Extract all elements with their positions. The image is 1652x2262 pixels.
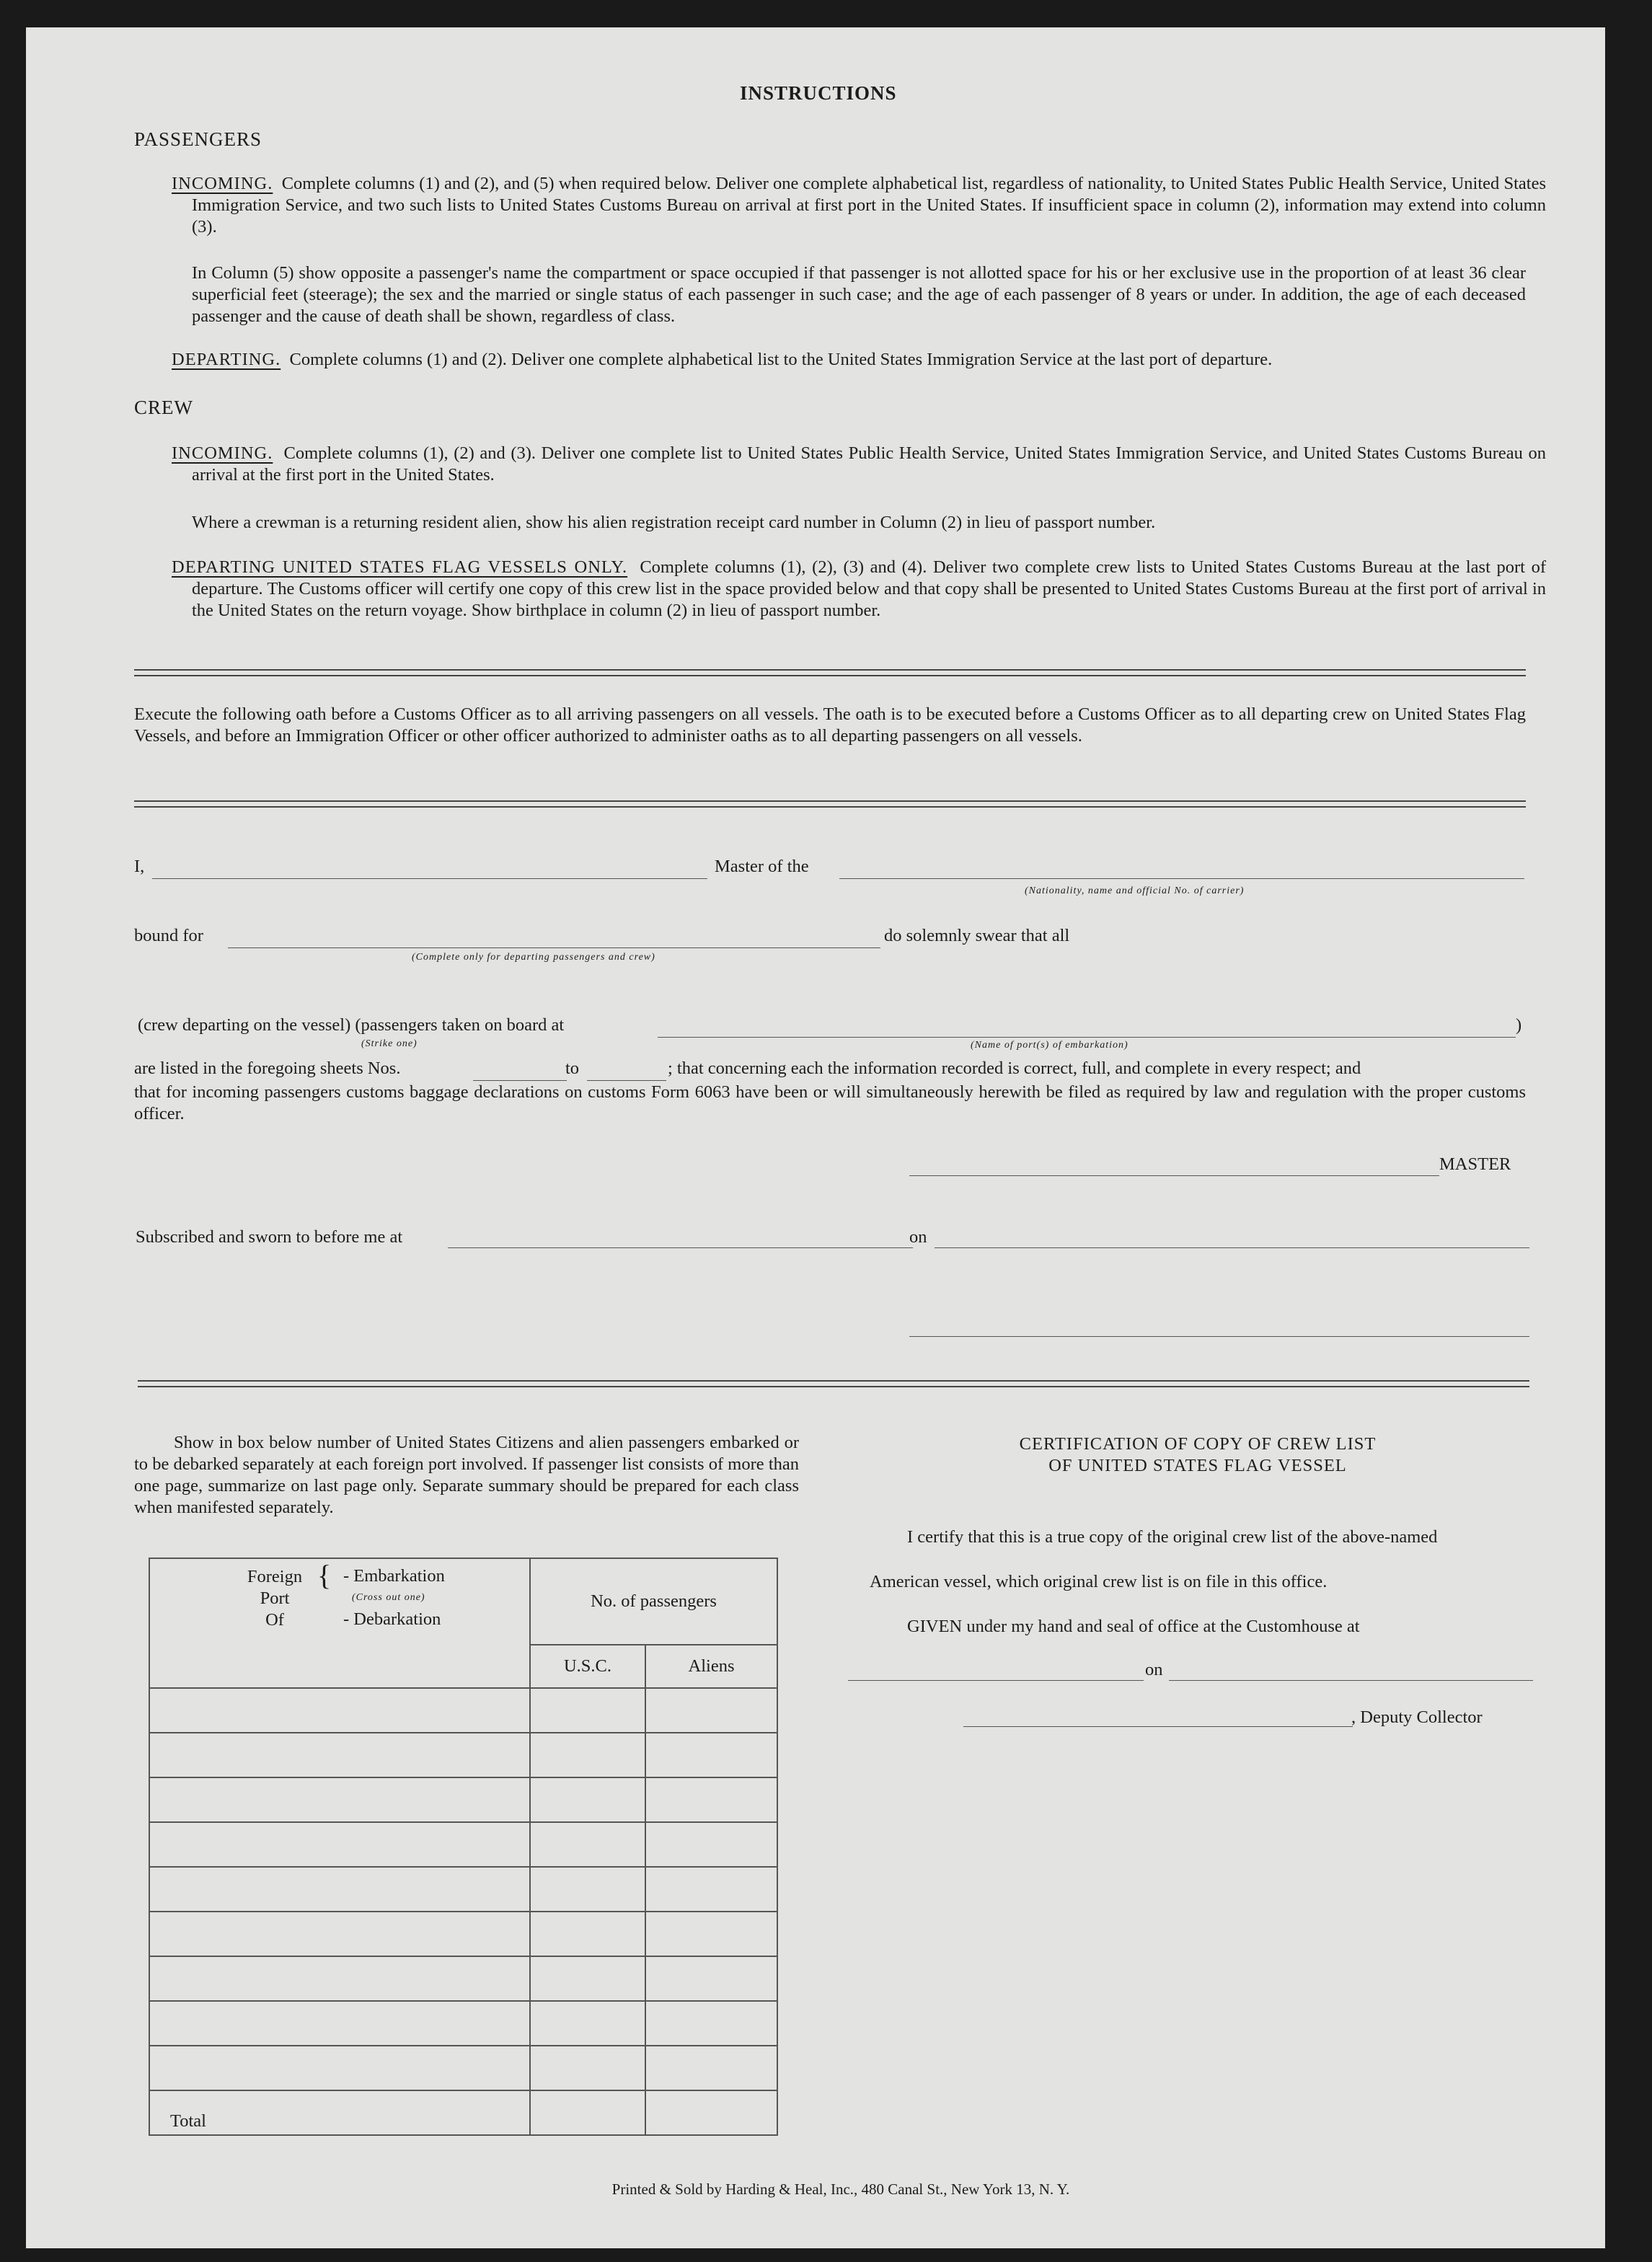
- of-label: Of: [265, 1610, 284, 1630]
- passengers-heading: PASSENGERS: [134, 128, 262, 150]
- summary-table: [149, 1558, 778, 2136]
- certification-on-label: on: [1145, 1660, 1163, 1679]
- divider: [134, 675, 1526, 676]
- foreign-label: Foreign: [247, 1567, 303, 1586]
- master-name-field[interactable]: [152, 878, 707, 879]
- brace-icon: {: [317, 1559, 332, 1591]
- passengers-incoming-text: Complete columns (1) and (2), and (5) when required below. Deliver one complete alphabetical list, regardless of nationality, to United States Public Health Service, United States Immigration Service, and two such lists to United States Customs Bureau on arrival at first port in the United States. If insufficient space in column (2), information may extend into column (3).: [192, 174, 1546, 237]
- certification-title: [870, 1433, 1526, 1477]
- port-cell[interactable]: [149, 2046, 530, 2090]
- crew-incoming-label: INCOMING.: [172, 443, 273, 463]
- aliens-cell[interactable]: [645, 1733, 777, 1777]
- sheet-to-field[interactable]: [587, 1080, 666, 1081]
- port-of-embarkation-field[interactable]: [658, 1037, 1516, 1038]
- port-cell[interactable]: [149, 1688, 530, 1733]
- sworn-on-label: on: [909, 1227, 927, 1247]
- port-cell[interactable]: [149, 1956, 530, 2001]
- usc-cell[interactable]: [530, 1822, 645, 1867]
- usc-cell[interactable]: [530, 1688, 645, 1733]
- aliens-header: Aliens: [645, 1645, 777, 1688]
- usc-cell[interactable]: [530, 2001, 645, 2046]
- sheets-text: ; that concerning each the information recorded is correct, full, and complete in every respect; and: [668, 1059, 1361, 1078]
- passengers-departing-label: DEPARTING.: [172, 350, 281, 369]
- port-cell[interactable]: [149, 1912, 530, 1956]
- certify-line1: I certify that this is a true copy of the original crew list of the above-named: [907, 1527, 1438, 1547]
- crew-resident-alien-text: Where a crewman is a returning resident alien, show his alien registration receipt card number in Column (2) in lieu of passport number.: [192, 513, 1156, 532]
- sheet-from-field[interactable]: [473, 1080, 567, 1081]
- sworn-place-field[interactable]: [448, 1247, 913, 1248]
- passengers-incoming-label: INCOMING.: [172, 174, 273, 193]
- sworn-date-field[interactable]: [935, 1247, 1529, 1248]
- master-signature-field[interactable]: [909, 1175, 1439, 1176]
- port-hint: (Name of port(s) of embarkation): [971, 1040, 1128, 1051]
- bound-for-field[interactable]: [228, 947, 880, 948]
- oath-intro: Execute the following oath before a Customs Officer as to all arriving passengers on all vessels. The oath is to be executed before a Customs Officer as to all departing crew on United States Flag Vessels, and before an Immigration Officer or other officer authorized to administer oaths as to all departing passengers on all vessels.: [134, 704, 1526, 746]
- aliens-cell[interactable]: [645, 1822, 777, 1867]
- strike-one-hint: (Strike one): [361, 1038, 418, 1049]
- usc-cell[interactable]: [530, 1867, 645, 1912]
- bound-for-hint: (Complete only for departing passengers and crew): [412, 952, 655, 963]
- aliens-cell[interactable]: [645, 1688, 777, 1733]
- usc-cell[interactable]: [530, 1956, 645, 2001]
- printer-footer: Printed & Sold by Harding & Heal, Inc., 480 Canal St., New York 13, N. Y.: [611, 2181, 1070, 2198]
- crew-departing-paragraph: [172, 557, 1546, 622]
- swear-text: do solemnly swear that all: [884, 926, 1070, 945]
- passengers-departing-text: Complete columns (1) and (2). Deliver one complete alphabetical list to the United States Immigration Service at the last port of departure.: [289, 350, 1273, 369]
- port-cell[interactable]: [149, 1867, 530, 1912]
- debarkation-option[interactable]: - Debarkation: [343, 1609, 441, 1629]
- aliens-cell[interactable]: [645, 1912, 777, 1956]
- crew-passengers-text: (crew departing on the vessel) (passengers taken on board at: [138, 1015, 565, 1035]
- sheets-label: are listed in the foregoing sheets Nos.: [134, 1059, 401, 1078]
- crew-incoming-paragraph: [172, 443, 1546, 486]
- crew-incoming-text: Complete columns (1), (2) and (3). Deliver one complete list to United States Public Health Service, United States Immigration Service, and United States Customs Bureau on arrival at the first port in the United States.: [192, 443, 1546, 485]
- embarkation-option[interactable]: - Embarkation: [343, 1566, 445, 1586]
- instructions-title: INSTRUCTIONS: [740, 82, 897, 104]
- close-paren: ): [1516, 1015, 1522, 1035]
- bound-for-label: bound for: [134, 926, 203, 945]
- usc-cell[interactable]: [530, 2046, 645, 2090]
- port-cell[interactable]: [149, 1777, 530, 1822]
- usc-cell[interactable]: [530, 1733, 645, 1777]
- carrier-hint: (Nationality, name and official No. of carrier): [1025, 885, 1245, 896]
- usc-cell[interactable]: [530, 1777, 645, 1822]
- port-cell[interactable]: [149, 1733, 530, 1777]
- deputy-signature-field[interactable]: [963, 1726, 1353, 1727]
- form-sheet: [26, 27, 1605, 2248]
- divider: [138, 1380, 1529, 1382]
- certification-title-line2: OF UNITED STATES FLAG VESSEL: [1048, 1456, 1347, 1475]
- passengers-incoming-paragraph: [172, 173, 1546, 238]
- subscribed-label: Subscribed and sworn to before me at: [136, 1227, 403, 1247]
- sheets-to-label: to: [565, 1059, 580, 1078]
- crew-departing-text: Complete columns (1), (2), (3) and (4). Deliver two complete crew lists to United States Customs Bureau at the last port of departure. The Customs officer will certify one copy of this crew list in the space provided below and that copy shall be presented to United States Customs Bureau at the first port of arrival in the United States on the return voyage. Show birthplace in column (2) in lieu of passport number.: [192, 557, 1546, 620]
- port-label: Port: [260, 1589, 290, 1608]
- passengers-column5-paragraph: In Column (5) show opposite a passenger's name the compartment or space occupied if that passenger is not allotted space for his or her exclusive use in the proportion of at least 36 clear superficial feet (steerage); the sex and the married or single status of each passenger in such case; and the age of each passenger of 8 years or under. In addition, the age of each deceased passenger and the cause of death shall be shown, regardless of class.: [192, 263, 1526, 326]
- certification-title-line1: CERTIFICATION OF COPY OF CREW LIST: [1019, 1434, 1377, 1454]
- no-passengers-header: No. of passengers: [530, 1558, 777, 1645]
- divider: [134, 669, 1526, 671]
- foreign-port-of: [235, 1566, 314, 1631]
- aliens-cell[interactable]: [645, 1956, 777, 2001]
- oath-i-label: I,: [134, 857, 145, 876]
- aliens-cell[interactable]: [645, 1777, 777, 1822]
- passengers-departing-paragraph: [172, 349, 1546, 371]
- total-label: Total: [149, 2090, 530, 2135]
- crew-heading: CREW: [134, 397, 193, 418]
- certify-line2: American vessel, which original crew list is on file in this office.: [870, 1572, 1328, 1591]
- master-label: MASTER: [1439, 1154, 1511, 1174]
- port-header-cell: [149, 1558, 530, 1688]
- aliens-total-cell[interactable]: [645, 2090, 777, 2135]
- given-text: GIVEN under my hand and seal of office at the Customhouse at: [907, 1617, 1360, 1636]
- cross-out-hint: (Cross out one): [352, 1592, 425, 1603]
- carrier-field[interactable]: [839, 878, 1524, 879]
- aliens-cell[interactable]: [645, 2046, 777, 2090]
- deputy-collector-label: , Deputy Collector: [1351, 1707, 1483, 1727]
- customhouse-field[interactable]: [848, 1680, 1144, 1681]
- certification-date-field[interactable]: [1169, 1680, 1533, 1681]
- usc-header: U.S.C.: [530, 1645, 645, 1688]
- summary-instructions: Show in box below number of United States Citizens and alien passengers embarked or to be debarked separately at each foreign port involved. If passenger list consists of more than one page, summarize on last page only. Separate summary should be prepared for each class when manifested separately.: [134, 1433, 799, 1517]
- aliens-cell[interactable]: [645, 2001, 777, 2046]
- divider: [134, 806, 1526, 808]
- port-cell[interactable]: [149, 2001, 530, 2046]
- officer-signature-field[interactable]: [909, 1336, 1529, 1337]
- usc-cell[interactable]: [530, 1912, 645, 1956]
- baggage-declaration-text: that for incoming passengers customs baggage declarations on customs Form 6063 have been or will simultaneously herewith be filed as required by law and regulation with the proper customs officer.: [134, 1082, 1526, 1123]
- master-of-the-label: Master of the: [715, 857, 809, 876]
- usc-total-cell[interactable]: [530, 2090, 645, 2135]
- port-cell[interactable]: [149, 1822, 530, 1867]
- divider: [134, 800, 1526, 802]
- aliens-cell[interactable]: [645, 1867, 777, 1912]
- crew-departing-label: DEPARTING UNITED STATES FLAG VESSELS ONLY.: [172, 557, 628, 577]
- divider: [138, 1386, 1529, 1387]
